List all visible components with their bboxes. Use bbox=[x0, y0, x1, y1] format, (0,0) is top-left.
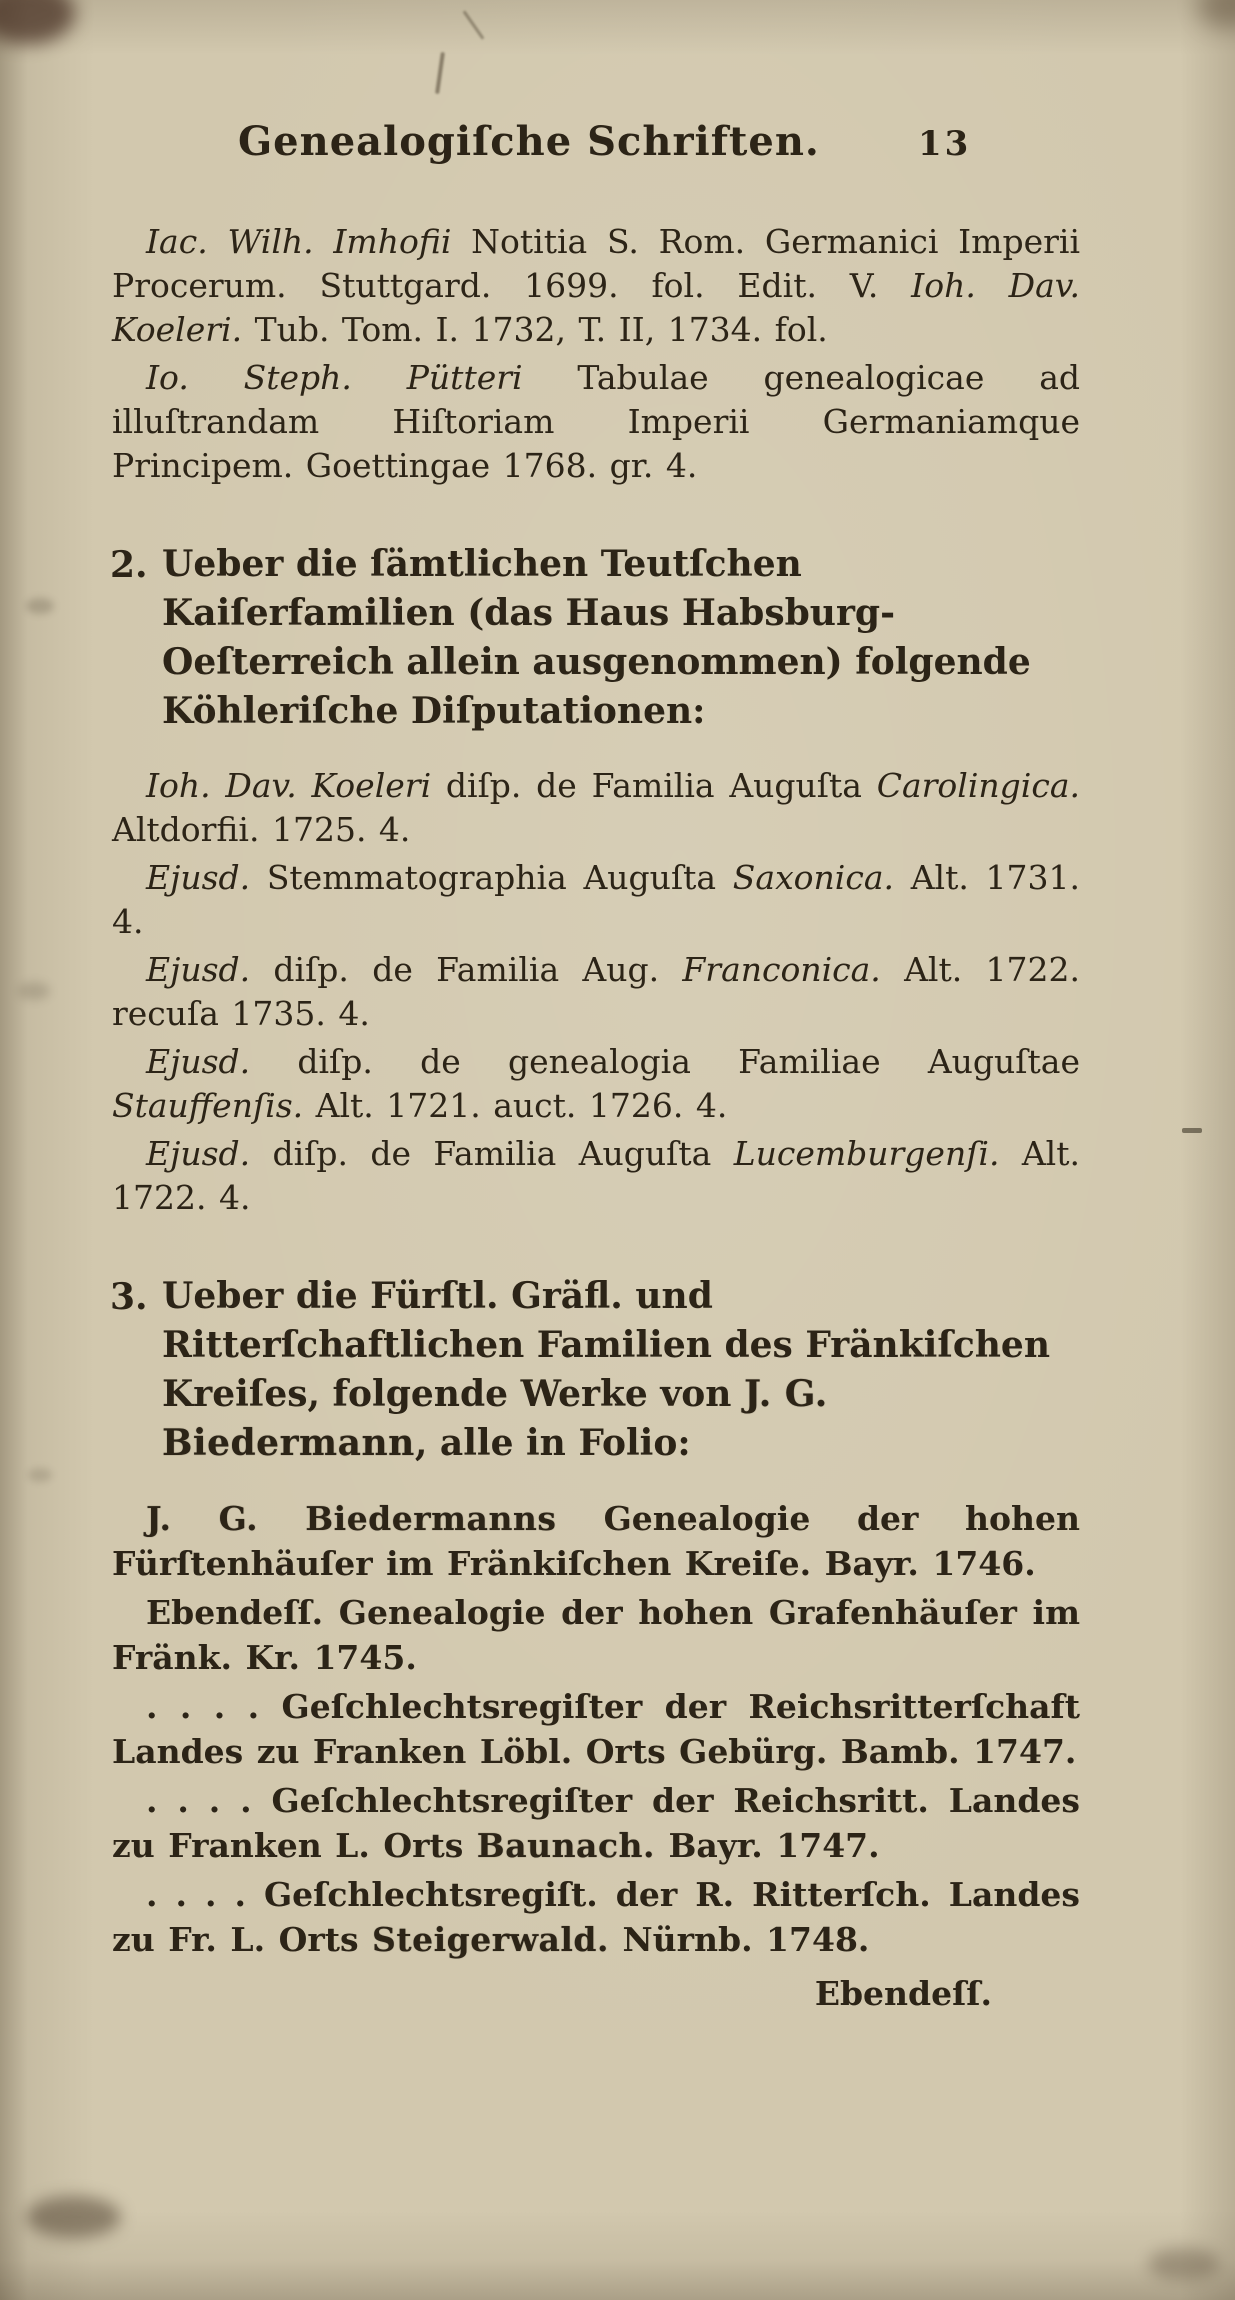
section-2-number: 2. bbox=[110, 544, 148, 586]
pen-mark bbox=[463, 10, 485, 40]
bibliography-entry-fuerstenhaeuser: J. G. Biedermanns Genealogie der hohen Fürſtenhäuſer im Fränkiſchen Kreiſe. Bayr. 1746. bbox=[112, 1499, 1080, 1583]
scan-stain-top-left bbox=[0, 0, 75, 44]
page-title: Genealogiſche Schriften. bbox=[238, 118, 820, 165]
margin-smudge bbox=[18, 982, 50, 1000]
section-3-heading bbox=[112, 1272, 1080, 1468]
bibliography-entry-steigerwald: . . . . Geſchlechtsregiſt. der R. Ritterſch. Landes zu Fr. L. Orts Steigerwald. Nürnb. 1748. bbox=[112, 1875, 1080, 1959]
scan-stain-top-right bbox=[1198, 0, 1235, 28]
bibliography-entry-carolingica: Ioh. Dav. Koeleri diſp. de Familia Auguſta Carolingica. Altdorfii. 1725. 4. bbox=[112, 766, 1080, 849]
scan-stain-bottom-right bbox=[1148, 2248, 1220, 2280]
catchword: Ebendeſſ. bbox=[814, 1974, 992, 2013]
scan-stain-bottom-left bbox=[26, 2196, 121, 2238]
page-number: 13 bbox=[918, 124, 972, 164]
bibliography-entry-gebuerg: . . . . Geſchlechtsregiſter der Reichsritterſchaft Landes zu Franken Löbl. Orts Gebürg. Bamb. 1747. bbox=[112, 1687, 1080, 1771]
section-3-number: 3. bbox=[110, 1276, 148, 1318]
margin-dash-mark bbox=[1182, 1128, 1202, 1133]
running-header bbox=[112, 118, 1080, 182]
bibliography-entry-puetter: Io. Steph. Pütteri Tabulae genealogicae ad illuſtrandam Hiſtoriam Imperii Germaniamque Principem. Goettingae 1768. gr. 4. bbox=[112, 358, 1080, 485]
bibliography-entry-saxonica: Ejusd. Stemmatographia Auguſta Saxonica. Alt. 1731. 4. bbox=[112, 858, 1080, 941]
bibliography-entry-stauffensis: Ejusd. diſp. de genealogia Familiae Auguſtae Stauffenſis. Alt. 1721. auct. 1726. 4. bbox=[112, 1042, 1080, 1125]
margin-smudge bbox=[26, 598, 54, 614]
section-2-heading bbox=[112, 540, 1080, 736]
bibliography-entry-imhof: Iac. Wilh. Imhofii Notitia S. Rom. Germanici Imperii Procerum. Stuttgard. 1699. fol. Edit. V. Ioh. Dav. Koeleri. Tub. Tom. I. 1732, T. II, 1734. fol. bbox=[112, 222, 1081, 349]
bibliography-entry-franconica: Ejusd. diſp. de Familia Aug. Franconica. Alt. 1722. recuſa 1735. 4. bbox=[112, 950, 1080, 1033]
section-3-heading-text: Ueber die Fürſtl. Gräfl. und Ritterſchaftlichen Familien des Fränkiſchen Kreiſes, folgende Werke von J. G. Biedermann, alle in Folio: bbox=[162, 1275, 1050, 1464]
bibliography-entry-lucemburgensi: Ejusd. diſp. de Familia Auguſta Lucemburgenſi. Alt. 1722. 4. bbox=[112, 1134, 1080, 1217]
margin-smudge bbox=[28, 1468, 52, 1482]
bibliography-entry-baunach: . . . . Geſchlechtsregiſter der Reichsritt. Landes zu Franken L. Orts Baunach. Bayr. 1747. bbox=[112, 1781, 1080, 1865]
section-2-heading-text: Ueber die ſämtlichen Teutſchen Kaiſerfamilien (das Haus Habsburg-Oeſterreich allein ausgenommen) folgende Köhleriſche Diſputationen: bbox=[162, 543, 1031, 732]
bibliography-entry-grafenhaeuser: Ebendeſſ. Genealogie der hohen Grafenhäuſer im Fränk. Kr. 1745. bbox=[112, 1593, 1080, 1677]
catchword-row bbox=[112, 1974, 1080, 2013]
page-content bbox=[112, 118, 1080, 2013]
pen-mark bbox=[435, 52, 445, 94]
